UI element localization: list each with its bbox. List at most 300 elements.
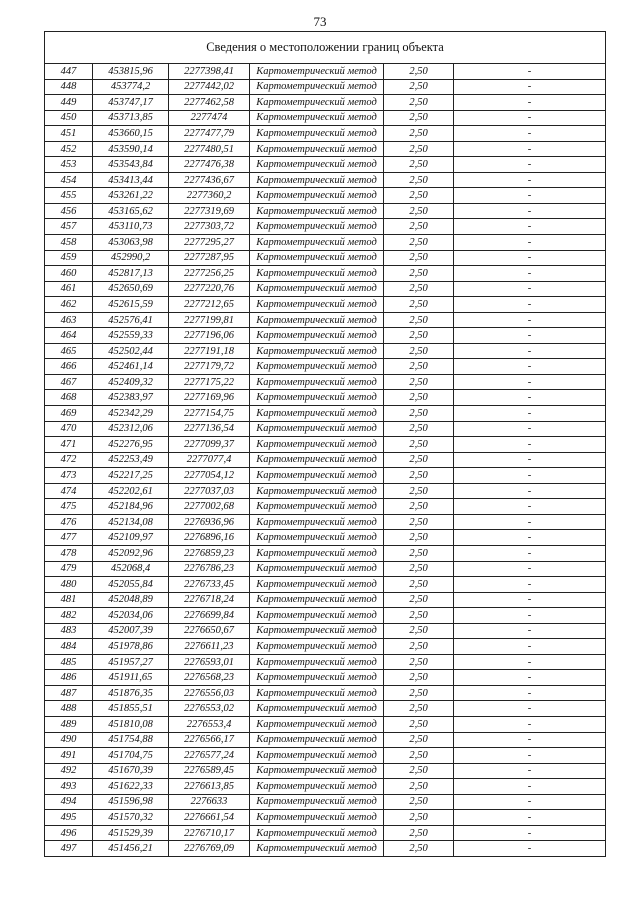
method-cell: Картометрический метод: [250, 312, 384, 328]
description-cell: -: [454, 825, 606, 841]
method-cell: Картометрический метод: [250, 406, 384, 422]
y-coordinate-cell: 2277077,4: [169, 452, 250, 468]
x-coordinate-cell: 452576,41: [93, 312, 169, 328]
description-cell: -: [454, 359, 606, 375]
x-coordinate-cell: 452312,06: [93, 421, 169, 437]
method-cell: Картометрический метод: [250, 235, 384, 251]
y-coordinate-cell: 2276718,24: [169, 592, 250, 608]
accuracy-cell: 2,50: [384, 608, 454, 624]
table-row: [45, 716, 606, 732]
accuracy-cell: 2,50: [384, 343, 454, 359]
accuracy-cell: 2,50: [384, 716, 454, 732]
description-cell: -: [454, 561, 606, 577]
method-cell: Картометрический метод: [250, 157, 384, 173]
y-coordinate-cell: 2277191,18: [169, 343, 250, 359]
description-cell: -: [454, 732, 606, 748]
accuracy-cell: 2,50: [384, 250, 454, 266]
method-cell: Картометрический метод: [250, 810, 384, 826]
table-row: [45, 763, 606, 779]
method-cell: Картометрический метод: [250, 623, 384, 639]
method-cell: Картометрический метод: [250, 592, 384, 608]
point-number-cell: 466: [45, 359, 93, 375]
description-cell: -: [454, 172, 606, 188]
table-row: [45, 297, 606, 313]
y-coordinate-cell: 2277002,68: [169, 499, 250, 515]
table-row: [45, 483, 606, 499]
x-coordinate-cell: 452048,89: [93, 592, 169, 608]
accuracy-cell: 2,50: [384, 172, 454, 188]
y-coordinate-cell: 2276553,4: [169, 716, 250, 732]
method-cell: Картометрический метод: [250, 716, 384, 732]
y-coordinate-cell: 2277462,58: [169, 95, 250, 111]
method-cell: Картометрический метод: [250, 530, 384, 546]
method-cell: Картометрический метод: [250, 654, 384, 670]
method-cell: Картометрический метод: [250, 359, 384, 375]
y-coordinate-cell: 2276568,23: [169, 670, 250, 686]
accuracy-cell: 2,50: [384, 374, 454, 390]
accuracy-cell: 2,50: [384, 561, 454, 577]
y-coordinate-cell: 2277196,06: [169, 328, 250, 344]
y-coordinate-cell: 2277175,22: [169, 374, 250, 390]
description-cell: -: [454, 203, 606, 219]
point-number-cell: 451: [45, 126, 93, 142]
point-number-cell: 469: [45, 406, 93, 422]
description-cell: -: [454, 810, 606, 826]
point-number-cell: 456: [45, 203, 93, 219]
accuracy-cell: 2,50: [384, 763, 454, 779]
accuracy-cell: 2,50: [384, 499, 454, 515]
accuracy-cell: 2,50: [384, 841, 454, 857]
x-coordinate-cell: 453413,44: [93, 172, 169, 188]
table-row: [45, 235, 606, 251]
description-cell: -: [454, 79, 606, 95]
method-cell: Картометрический метод: [250, 250, 384, 266]
point-number-cell: 467: [45, 374, 93, 390]
accuracy-cell: 2,50: [384, 748, 454, 764]
table-row: [45, 281, 606, 297]
table-row: [45, 203, 606, 219]
description-cell: -: [454, 716, 606, 732]
table-row: [45, 639, 606, 655]
x-coordinate-cell: 452409,32: [93, 374, 169, 390]
point-number-cell: 471: [45, 437, 93, 453]
table-row: [45, 701, 606, 717]
description-cell: -: [454, 235, 606, 251]
x-coordinate-cell: 451957,27: [93, 654, 169, 670]
point-number-cell: 464: [45, 328, 93, 344]
point-number-cell: 474: [45, 483, 93, 499]
table-row: [45, 654, 606, 670]
accuracy-cell: 2,50: [384, 359, 454, 375]
accuracy-cell: 2,50: [384, 779, 454, 795]
description-cell: -: [454, 188, 606, 204]
point-number-cell: 465: [45, 343, 93, 359]
point-number-cell: 452: [45, 141, 93, 157]
point-number-cell: 461: [45, 281, 93, 297]
description-cell: -: [454, 685, 606, 701]
method-cell: Картометрический метод: [250, 437, 384, 453]
method-cell: Картометрический метод: [250, 514, 384, 530]
point-number-cell: 462: [45, 297, 93, 313]
accuracy-cell: 2,50: [384, 685, 454, 701]
x-coordinate-cell: 451456,21: [93, 841, 169, 857]
method-cell: Картометрический метод: [250, 639, 384, 655]
x-coordinate-cell: 452202,61: [93, 483, 169, 499]
table-row: [45, 390, 606, 406]
accuracy-cell: 2,50: [384, 421, 454, 437]
method-cell: Картометрический метод: [250, 732, 384, 748]
accuracy-cell: 2,50: [384, 545, 454, 561]
point-number-cell: 475: [45, 499, 93, 515]
method-cell: Картометрический метод: [250, 561, 384, 577]
point-number-cell: 473: [45, 468, 93, 484]
table-title: Сведения о местоположении границ объекта: [45, 32, 606, 64]
x-coordinate-cell: 452502,44: [93, 343, 169, 359]
description-cell: -: [454, 266, 606, 282]
point-number-cell: 490: [45, 732, 93, 748]
table-row: [45, 421, 606, 437]
y-coordinate-cell: 2277319,69: [169, 203, 250, 219]
method-cell: Картометрический метод: [250, 266, 384, 282]
x-coordinate-cell: 451596,98: [93, 794, 169, 810]
table-row: [45, 79, 606, 95]
point-number-cell: 492: [45, 763, 93, 779]
table-row: [45, 141, 606, 157]
point-number-cell: 483: [45, 623, 93, 639]
page-number: 73: [313, 14, 327, 29]
table-row: [45, 374, 606, 390]
description-cell: -: [454, 64, 606, 80]
point-number-cell: 480: [45, 577, 93, 593]
x-coordinate-cell: 452650,69: [93, 281, 169, 297]
x-coordinate-cell: 452134,08: [93, 514, 169, 530]
y-coordinate-cell: 2276896,16: [169, 530, 250, 546]
x-coordinate-cell: 453713,85: [93, 110, 169, 126]
accuracy-cell: 2,50: [384, 794, 454, 810]
table-row: [45, 670, 606, 686]
y-coordinate-cell: 2277199,81: [169, 312, 250, 328]
description-cell: -: [454, 639, 606, 655]
description-cell: -: [454, 406, 606, 422]
description-cell: -: [454, 126, 606, 142]
accuracy-cell: 2,50: [384, 141, 454, 157]
description-cell: -: [454, 530, 606, 546]
x-coordinate-cell: 453110,73: [93, 219, 169, 235]
point-number-cell: 496: [45, 825, 93, 841]
point-number-cell: 493: [45, 779, 93, 795]
table-row: [45, 452, 606, 468]
x-coordinate-cell: 452342,29: [93, 406, 169, 422]
x-coordinate-cell: 452990,2: [93, 250, 169, 266]
table-row: [45, 748, 606, 764]
accuracy-cell: 2,50: [384, 452, 454, 468]
accuracy-cell: 2,50: [384, 126, 454, 142]
x-coordinate-cell: 452068,4: [93, 561, 169, 577]
method-cell: Картометрический метод: [250, 748, 384, 764]
table-row: [45, 577, 606, 593]
description-cell: -: [454, 577, 606, 593]
point-number-cell: 491: [45, 748, 93, 764]
point-number-cell: 488: [45, 701, 93, 717]
y-coordinate-cell: 2276553,02: [169, 701, 250, 717]
point-number-cell: 463: [45, 312, 93, 328]
description-cell: -: [454, 794, 606, 810]
y-coordinate-cell: 2277442,02: [169, 79, 250, 95]
description-cell: -: [454, 421, 606, 437]
description-cell: -: [454, 343, 606, 359]
description-cell: -: [454, 328, 606, 344]
accuracy-cell: 2,50: [384, 203, 454, 219]
table-row: [45, 172, 606, 188]
y-coordinate-cell: 2276577,24: [169, 748, 250, 764]
accuracy-cell: 2,50: [384, 592, 454, 608]
point-number-cell: 460: [45, 266, 93, 282]
table-row: [45, 592, 606, 608]
accuracy-cell: 2,50: [384, 266, 454, 282]
point-number-cell: 468: [45, 390, 93, 406]
description-cell: -: [454, 779, 606, 795]
accuracy-cell: 2,50: [384, 79, 454, 95]
method-cell: Картометрический метод: [250, 141, 384, 157]
x-coordinate-cell: 453815,96: [93, 64, 169, 80]
x-coordinate-cell: 451570,32: [93, 810, 169, 826]
y-coordinate-cell: 2276611,23: [169, 639, 250, 655]
y-coordinate-cell: 2277360,2: [169, 188, 250, 204]
table-row: [45, 810, 606, 826]
description-cell: -: [454, 468, 606, 484]
y-coordinate-cell: 2276633: [169, 794, 250, 810]
table-row: [45, 328, 606, 344]
accuracy-cell: 2,50: [384, 219, 454, 235]
accuracy-cell: 2,50: [384, 530, 454, 546]
table-row: [45, 623, 606, 639]
description-cell: -: [454, 110, 606, 126]
point-number-cell: 476: [45, 514, 93, 530]
table-row: [45, 157, 606, 173]
description-cell: -: [454, 141, 606, 157]
point-number-cell: 485: [45, 654, 93, 670]
method-cell: Картометрический метод: [250, 64, 384, 80]
table-row: [45, 779, 606, 795]
description-cell: -: [454, 452, 606, 468]
x-coordinate-cell: 452109,97: [93, 530, 169, 546]
accuracy-cell: 2,50: [384, 95, 454, 111]
y-coordinate-cell: 2277474: [169, 110, 250, 126]
x-coordinate-cell: 453774,2: [93, 79, 169, 95]
x-coordinate-cell: 452092,96: [93, 545, 169, 561]
accuracy-cell: 2,50: [384, 406, 454, 422]
y-coordinate-cell: 2276650,67: [169, 623, 250, 639]
accuracy-cell: 2,50: [384, 577, 454, 593]
method-cell: Картометрический метод: [250, 608, 384, 624]
y-coordinate-cell: 2277477,79: [169, 126, 250, 142]
x-coordinate-cell: 452559,33: [93, 328, 169, 344]
method-cell: Картометрический метод: [250, 421, 384, 437]
description-cell: -: [454, 545, 606, 561]
point-number-cell: 477: [45, 530, 93, 546]
y-coordinate-cell: 2277256,25: [169, 266, 250, 282]
point-number-cell: 458: [45, 235, 93, 251]
y-coordinate-cell: 2277212,65: [169, 297, 250, 313]
y-coordinate-cell: 2277136,54: [169, 421, 250, 437]
method-cell: Картометрический метод: [250, 670, 384, 686]
table-row: [45, 561, 606, 577]
method-cell: Картометрический метод: [250, 452, 384, 468]
table-row: [45, 825, 606, 841]
method-cell: Картометрический метод: [250, 219, 384, 235]
table-row: [45, 266, 606, 282]
point-number-cell: 450: [45, 110, 93, 126]
accuracy-cell: 2,50: [384, 390, 454, 406]
point-number-cell: 489: [45, 716, 93, 732]
table-row: [45, 126, 606, 142]
x-coordinate-cell: 451622,33: [93, 779, 169, 795]
accuracy-cell: 2,50: [384, 623, 454, 639]
description-cell: -: [454, 281, 606, 297]
method-cell: Картометрический метод: [250, 390, 384, 406]
x-coordinate-cell: 452034,06: [93, 608, 169, 624]
method-cell: Картометрический метод: [250, 95, 384, 111]
accuracy-cell: 2,50: [384, 701, 454, 717]
point-number-cell: 459: [45, 250, 93, 266]
x-coordinate-cell: 452276,95: [93, 437, 169, 453]
table-title-row: [45, 32, 606, 64]
point-number-cell: 455: [45, 188, 93, 204]
table-row: [45, 406, 606, 422]
y-coordinate-cell: 2276661,54: [169, 810, 250, 826]
y-coordinate-cell: 2277037,03: [169, 483, 250, 499]
description-cell: -: [454, 483, 606, 499]
table-row: [45, 499, 606, 515]
y-coordinate-cell: 2277169,96: [169, 390, 250, 406]
accuracy-cell: 2,50: [384, 312, 454, 328]
method-cell: Картометрический метод: [250, 841, 384, 857]
accuracy-cell: 2,50: [384, 514, 454, 530]
x-coordinate-cell: 452817,13: [93, 266, 169, 282]
description-cell: -: [454, 841, 606, 857]
x-coordinate-cell: 453660,15: [93, 126, 169, 142]
point-number-cell: 484: [45, 639, 93, 655]
method-cell: Картометрический метод: [250, 483, 384, 499]
method-cell: Картометрический метод: [250, 545, 384, 561]
description-cell: -: [454, 95, 606, 111]
y-coordinate-cell: 2276936,96: [169, 514, 250, 530]
point-number-cell: 481: [45, 592, 93, 608]
table-row: [45, 64, 606, 80]
x-coordinate-cell: 452007,39: [93, 623, 169, 639]
description-cell: -: [454, 312, 606, 328]
y-coordinate-cell: 2276566,17: [169, 732, 250, 748]
point-number-cell: 457: [45, 219, 93, 235]
method-cell: Картометрический метод: [250, 172, 384, 188]
point-number-cell: 486: [45, 670, 93, 686]
x-coordinate-cell: 453590,14: [93, 141, 169, 157]
accuracy-cell: 2,50: [384, 825, 454, 841]
point-number-cell: 453: [45, 157, 93, 173]
accuracy-cell: 2,50: [384, 188, 454, 204]
x-coordinate-cell: 452615,59: [93, 297, 169, 313]
point-number-cell: 470: [45, 421, 93, 437]
x-coordinate-cell: 453165,62: [93, 203, 169, 219]
description-cell: -: [454, 219, 606, 235]
description-cell: -: [454, 654, 606, 670]
y-coordinate-cell: 2276859,23: [169, 545, 250, 561]
x-coordinate-cell: 451529,39: [93, 825, 169, 841]
y-coordinate-cell: 2277054,12: [169, 468, 250, 484]
method-cell: Картометрический метод: [250, 328, 384, 344]
point-number-cell: 479: [45, 561, 93, 577]
boundary-coordinates-table: [44, 31, 606, 857]
x-coordinate-cell: 451911,65: [93, 670, 169, 686]
y-coordinate-cell: 2277287,95: [169, 250, 250, 266]
table-body: [45, 32, 606, 857]
x-coordinate-cell: 452383,97: [93, 390, 169, 406]
table-row: [45, 841, 606, 857]
description-cell: -: [454, 701, 606, 717]
method-cell: Картометрический метод: [250, 79, 384, 95]
method-cell: Картометрический метод: [250, 468, 384, 484]
x-coordinate-cell: 451670,39: [93, 763, 169, 779]
table-row: [45, 530, 606, 546]
accuracy-cell: 2,50: [384, 297, 454, 313]
point-number-cell: 487: [45, 685, 93, 701]
y-coordinate-cell: 2276556,03: [169, 685, 250, 701]
table-row: [45, 685, 606, 701]
table-row: [45, 219, 606, 235]
description-cell: -: [454, 297, 606, 313]
y-coordinate-cell: 2276699,84: [169, 608, 250, 624]
point-number-cell: 482: [45, 608, 93, 624]
accuracy-cell: 2,50: [384, 468, 454, 484]
y-coordinate-cell: 2277303,72: [169, 219, 250, 235]
accuracy-cell: 2,50: [384, 157, 454, 173]
x-coordinate-cell: 451855,51: [93, 701, 169, 717]
x-coordinate-cell: 453543,84: [93, 157, 169, 173]
method-cell: Картометрический метод: [250, 499, 384, 515]
description-cell: -: [454, 157, 606, 173]
accuracy-cell: 2,50: [384, 654, 454, 670]
x-coordinate-cell: 452217,25: [93, 468, 169, 484]
x-coordinate-cell: 451754,88: [93, 732, 169, 748]
method-cell: Картометрический метод: [250, 374, 384, 390]
y-coordinate-cell: 2276593,01: [169, 654, 250, 670]
accuracy-cell: 2,50: [384, 110, 454, 126]
table-row: [45, 312, 606, 328]
table-row: [45, 545, 606, 561]
x-coordinate-cell: 453747,17: [93, 95, 169, 111]
point-number-cell: 494: [45, 794, 93, 810]
accuracy-cell: 2,50: [384, 732, 454, 748]
x-coordinate-cell: 451704,75: [93, 748, 169, 764]
description-cell: -: [454, 670, 606, 686]
y-coordinate-cell: 2277480,51: [169, 141, 250, 157]
y-coordinate-cell: 2277220,76: [169, 281, 250, 297]
point-number-cell: 478: [45, 545, 93, 561]
x-coordinate-cell: 453261,22: [93, 188, 169, 204]
method-cell: Картометрический метод: [250, 343, 384, 359]
description-cell: -: [454, 608, 606, 624]
description-cell: -: [454, 748, 606, 764]
method-cell: Картометрический метод: [250, 126, 384, 142]
method-cell: Картометрический метод: [250, 188, 384, 204]
method-cell: Картометрический метод: [250, 685, 384, 701]
table-row: [45, 95, 606, 111]
table-row: [45, 188, 606, 204]
method-cell: Картометрический метод: [250, 577, 384, 593]
method-cell: Картометрический метод: [250, 779, 384, 795]
accuracy-cell: 2,50: [384, 670, 454, 686]
x-coordinate-cell: 451876,35: [93, 685, 169, 701]
